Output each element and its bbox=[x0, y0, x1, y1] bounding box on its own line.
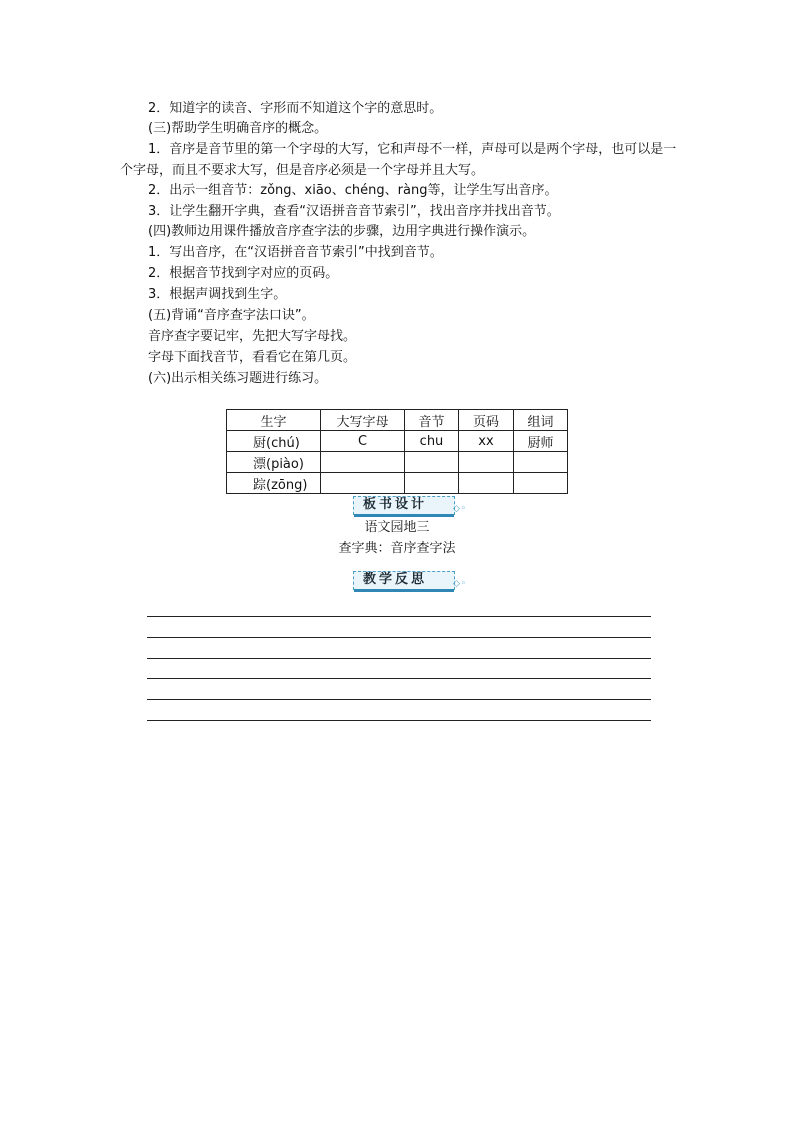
table-cell bbox=[459, 452, 514, 473]
reflection-banner bbox=[353, 571, 467, 591]
table-cell: C bbox=[321, 431, 405, 452]
writing-line bbox=[147, 616, 651, 617]
board-subtitle: 查字典：音序查字法 bbox=[338, 541, 456, 556]
rhyme-line-1: 音序查字要记牢，先把大写字母找。 bbox=[148, 329, 357, 344]
section-heading-6: (六)出示相关练习题进行练习。 bbox=[148, 371, 328, 386]
table-row bbox=[227, 473, 568, 494]
table-cell bbox=[405, 452, 459, 473]
table-cell bbox=[459, 473, 514, 494]
table-header-cell: 大写字母 bbox=[321, 410, 405, 431]
table-cell: xx bbox=[459, 431, 514, 452]
writing-line bbox=[147, 658, 651, 659]
writing-line bbox=[147, 637, 651, 638]
table-cell bbox=[321, 452, 405, 473]
table-cell bbox=[514, 473, 568, 494]
text-line-9: 3．根据声调找到生字。 bbox=[148, 287, 287, 302]
section-heading-4: (四)教师边用课件播放音序查字法的步骤，边用字典进行操作演示。 bbox=[148, 224, 536, 239]
section-heading-3: (三)帮助学生明确音序的概念。 bbox=[148, 121, 328, 136]
banner-label: 板书设计 bbox=[363, 497, 428, 512]
table-row bbox=[227, 431, 568, 452]
banner-dots-icon: ◇◦ bbox=[453, 504, 468, 514]
text-line-7: 1．写出音序，在“汉语拼音音节索引”中找到音节。 bbox=[148, 245, 443, 260]
table-header-cell: 页码 bbox=[459, 410, 514, 431]
board-title: 语文园地三 bbox=[364, 520, 430, 535]
board-design-banner bbox=[353, 496, 467, 516]
banner-dots-icon: ◇◦ bbox=[453, 579, 468, 589]
table-cell: 漂(piào) bbox=[227, 452, 321, 473]
table-header-row bbox=[227, 410, 568, 431]
writing-line bbox=[147, 699, 651, 700]
practice-table bbox=[226, 409, 568, 494]
table-cell: 厨(chú) bbox=[227, 431, 321, 452]
table-header-cell: 组词 bbox=[514, 410, 568, 431]
table-cell: 踪(zōng) bbox=[227, 473, 321, 494]
writing-line bbox=[147, 720, 651, 721]
rhyme-line-2: 字母下面找音节，看看它在第几页。 bbox=[148, 350, 357, 365]
table-header-cell: 生字 bbox=[227, 410, 321, 431]
writing-line bbox=[147, 678, 651, 679]
table-cell: chu bbox=[405, 431, 459, 452]
text-line-1: 2．知道字的读音、字形而不知道这个字的意思时。 bbox=[148, 101, 443, 116]
table-cell bbox=[514, 452, 568, 473]
section-heading-5: (五)背诵“音序查字法口诀”。 bbox=[148, 308, 315, 323]
table-cell bbox=[405, 473, 459, 494]
banner-label: 教学反思 bbox=[363, 572, 428, 587]
table-header-cell: 音节 bbox=[405, 410, 459, 431]
text-line-8: 2．根据音节找到字对应的页码。 bbox=[148, 266, 339, 281]
table-row bbox=[227, 452, 568, 473]
text-paragraph-definition: 1．音序是音节里的第一个字母的大写，它和声母不一样，声母可以是两个字母，也可以是一个字母，而且不要求大写，但是音序必须是一个字母并且大写。 bbox=[120, 142, 677, 178]
table-cell: 厨师 bbox=[514, 431, 568, 452]
text-line-4: 2．出示一组音节：zǒng、xiāo、chéng、ràng等，让学生写出音序。 bbox=[148, 183, 558, 198]
table-cell bbox=[321, 473, 405, 494]
text-line-5: 3．让学生翻开字典，查看“汉语拼音音节索引”，找出音序并找出音节。 bbox=[148, 204, 560, 219]
